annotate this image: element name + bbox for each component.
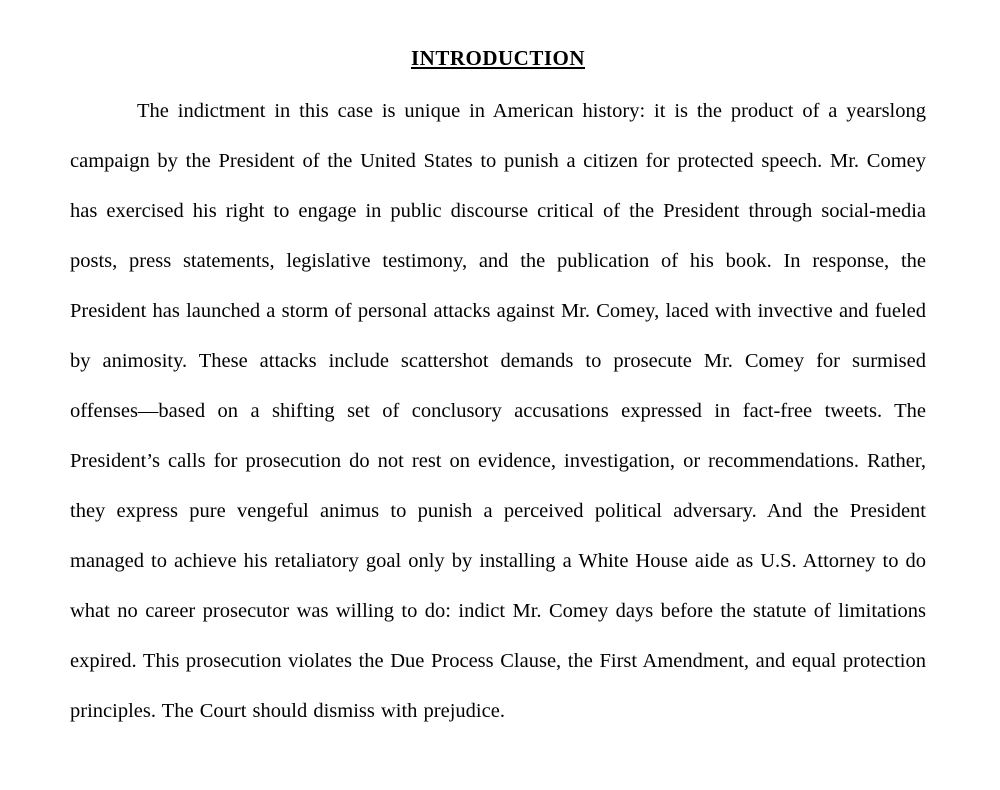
- body-paragraph: The indictment in this case is unique in American history: it is the product of a yearslong campaign by the President of the United States to punish a citizen for protected speech. Mr. Comey has exercised his right to engage in public discourse critical of the President through social-media posts, press statements, legislative testimony, and the publication of his book. In response, the President has launched a storm of personal attacks against Mr. Comey, laced with invective and fueled by animosity. These attacks include scattershot demands to prosecute Mr. Comey for surmised offenses—based on a shifting set of conclusory accusations expressed in fact-free tweets. The President’s calls for prosecution do not rest on evidence, investigation, or recommendations. Rather, they express pure vengeful animus to punish a perceived political adversary. And the President managed to achieve his retaliatory goal only by installing a White House aide as U.S. Attorney to do what no career prosecutor was willing to do: indict Mr. Comey days before the statute of limitations expired. This prosecution violates the Due Process Clause, the First Amendment, and equal protection principles. The Court should dismiss with prejudice.: [70, 100, 926, 723]
- section-heading: INTRODUCTION: [410, 46, 586, 70]
